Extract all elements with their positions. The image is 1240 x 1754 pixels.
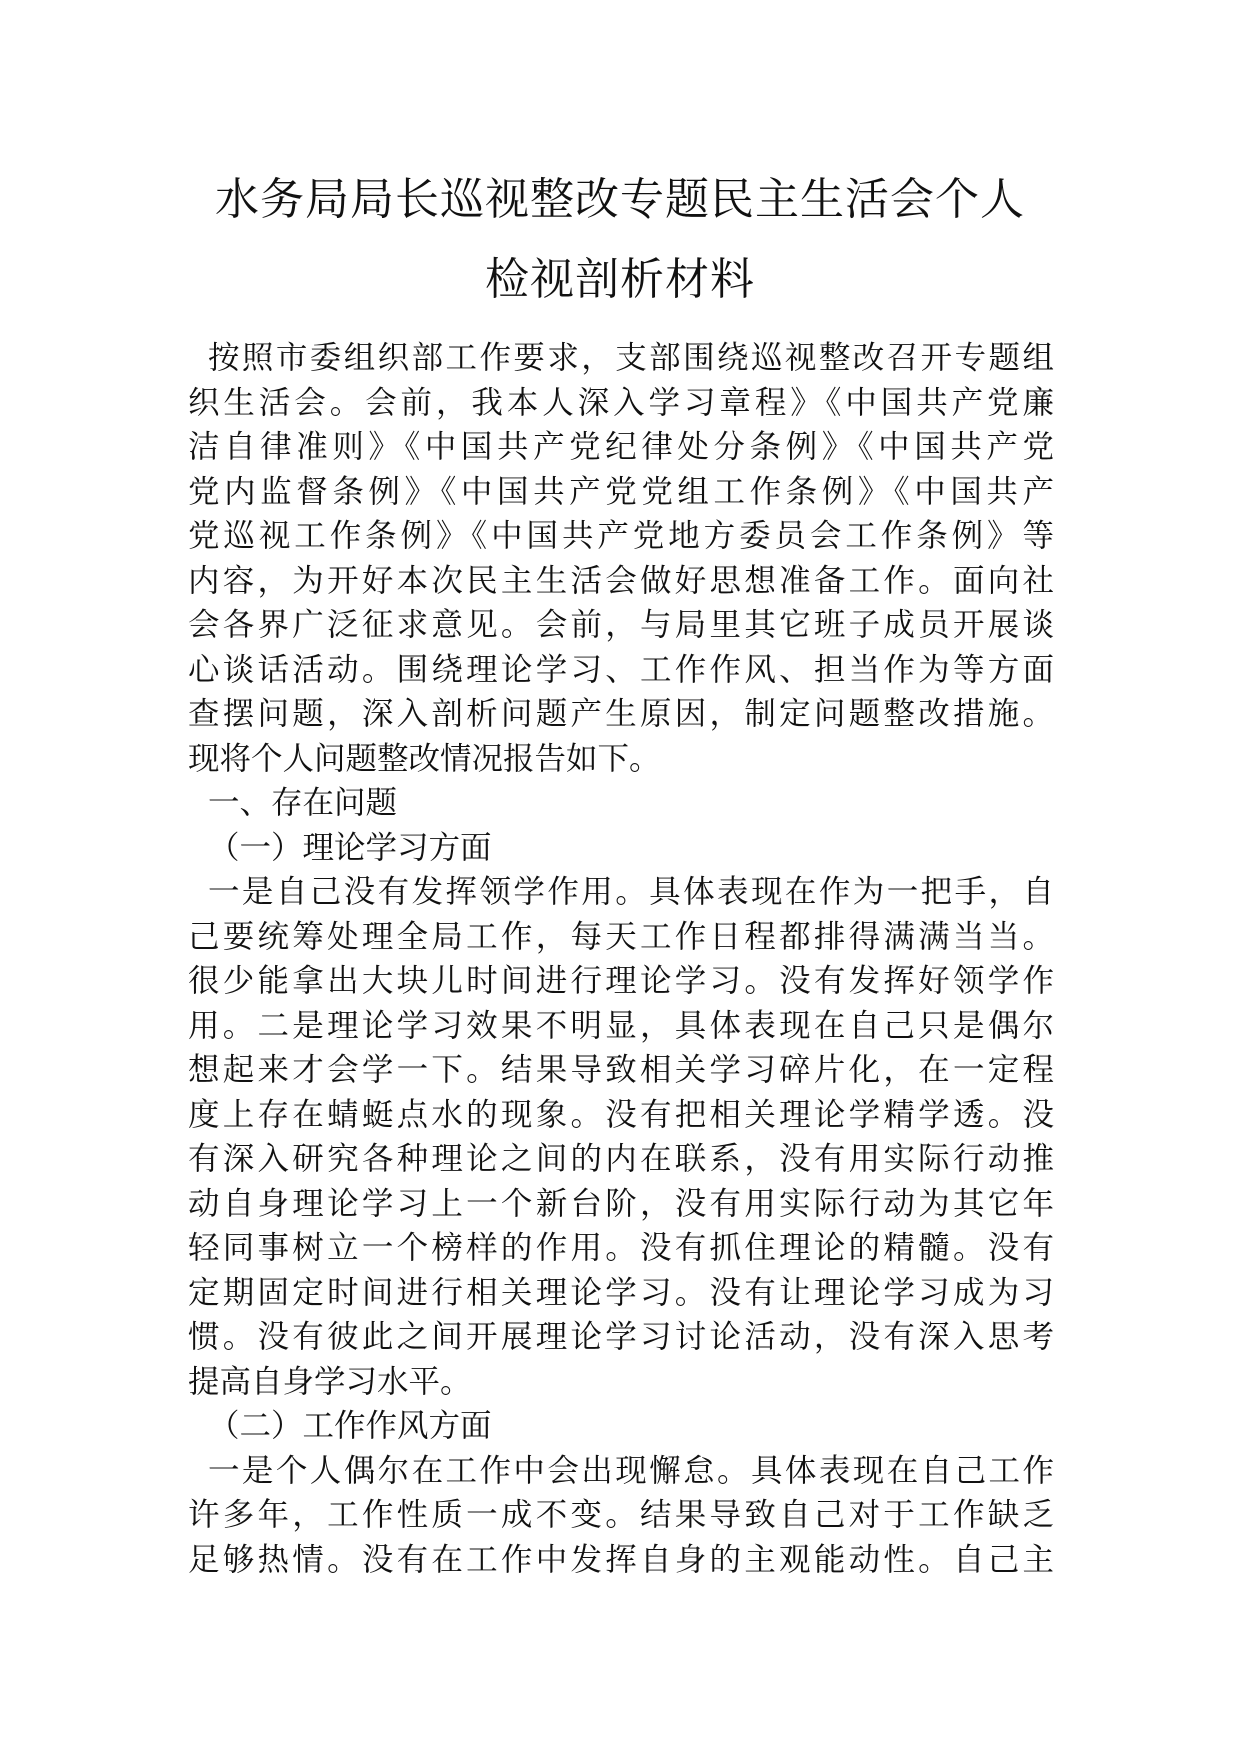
body-text-line: 用。二是理论学习效果不明显，具体表现在自己只是偶尔 xyxy=(188,1007,1054,1044)
body-text-line: （二）工作作风方面 xyxy=(208,1408,492,1444)
body-text-line: 一是个人偶尔在工作中会出现懈怠。具体表现在自己工作 xyxy=(208,1452,1054,1489)
body-text-line: 提高自身学习水平。 xyxy=(188,1363,472,1400)
document-title xyxy=(150,160,1090,320)
body-text-line: 查摆问题，深入剖析问题产生原因，制定问题整改措施。 xyxy=(188,696,1054,732)
body-text-line: （一）理论学习方面 xyxy=(208,829,492,866)
body-text-line: 按照市委组织部工作要求，支部围绕巡视整改召开专题组 xyxy=(208,340,1054,376)
body-text-line: 内容，为开好本次民主生活会做好思想准备工作。面向社 xyxy=(188,562,1054,599)
body-text-line: 很少能拿出大块儿时间进行理论学习。没有发挥好领学作 xyxy=(188,963,1054,999)
title-line: 检视剖析材料 xyxy=(485,254,755,305)
body-text-line: 轻同事树立一个榜样的作用。没有抓住理论的精髓。没有 xyxy=(188,1230,1054,1266)
body-text-line: 会各界广泛征求意见。会前，与局里其它班子成员开展谈 xyxy=(188,607,1054,643)
body-text-line: 度上存在蜻蜓点水的现象。没有把相关理论学精学透。没 xyxy=(188,1096,1054,1133)
body-text-line: 己要统筹处理全局工作，每天工作日程都排得满满当当。 xyxy=(188,918,1054,955)
body-text-line: 洁自律准则》《中国共产党纪律处分条例》《中国共产党 xyxy=(188,429,1054,465)
body-text-line: 织生活会。会前，我本人深入学习章程》《中国共产党廉 xyxy=(188,384,1054,421)
body-text-line: 心谈话活动。围绕理论学习、工作作风、担当作为等方面 xyxy=(188,651,1054,688)
body-text-line: 党巡视工作条例》《中国共产党地方委员会工作条例》等 xyxy=(188,518,1054,554)
body-text-line: 一是自己没有发挥领学作用。具体表现在作为一把手，自 xyxy=(208,874,1054,910)
body-text-line: 动自身理论学习上一个新台阶，没有用实际行动为其它年 xyxy=(188,1185,1054,1222)
body-text-line: 有深入研究各种理论之间的内在联系，没有用实际行动推 xyxy=(188,1141,1054,1177)
body-text-line: 惯。没有彼此之间开展理论学习讨论活动，没有深入思考 xyxy=(188,1319,1054,1355)
body-text-line: 定期固定时间进行相关理论学习。没有让理论学习成为习 xyxy=(188,1274,1054,1311)
body-text-line: 许多年，工作性质一成不变。结果导致自己对于工作缺乏 xyxy=(188,1497,1054,1533)
body-text-line: 一、存在问题 xyxy=(208,785,398,821)
body-text-line: 足够热情。没有在工作中发挥自身的主观能动性。自己主 xyxy=(188,1541,1054,1578)
document-body xyxy=(188,336,1054,1582)
body-text-line: 党内监督条例》《中国共产党党组工作条例》《中国共产 xyxy=(188,473,1054,510)
body-text-line: 现将个人问题整改情况报告如下。 xyxy=(188,740,661,777)
title-line: 水务局局长巡视整改专题民主生活会个人 xyxy=(215,174,1025,225)
body-text-line: 想起来才会学一下。结果导致相关学习碎片化，在一定程 xyxy=(188,1052,1054,1088)
